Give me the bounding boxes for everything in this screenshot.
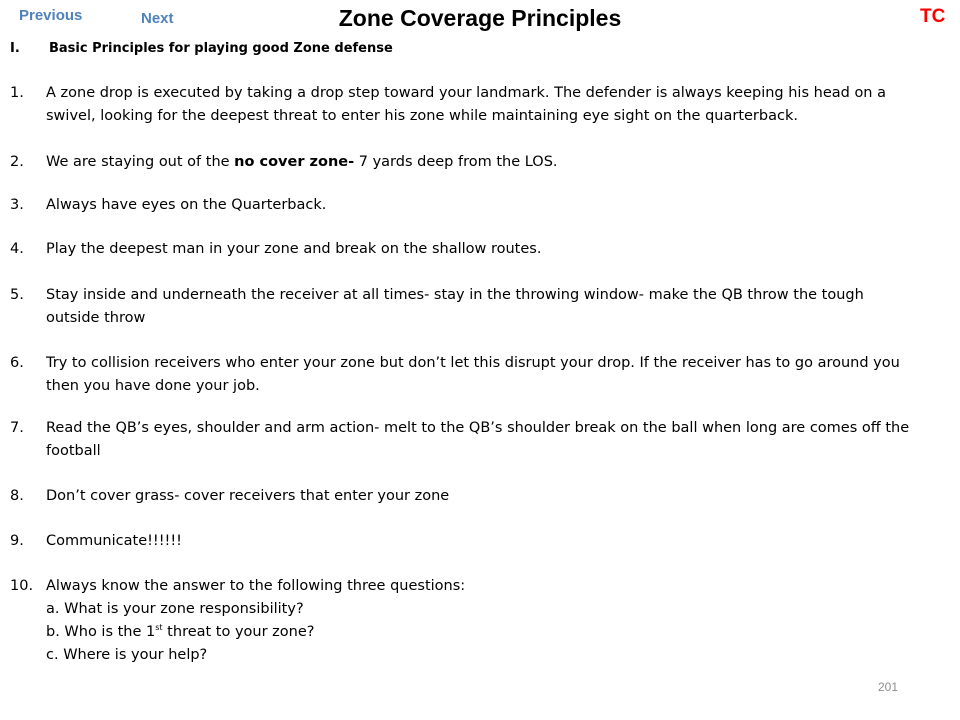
section-heading bbox=[10, 41, 393, 56]
item-text: Always have eyes on the Quarterback. bbox=[46, 197, 327, 213]
item-number: 2. bbox=[10, 154, 24, 170]
item-number: 9. bbox=[10, 533, 24, 549]
sub-item-b-superscript: st bbox=[155, 623, 163, 633]
list-item bbox=[10, 417, 950, 463]
item-text-pre: We are staying out of the bbox=[46, 154, 235, 170]
item-text: Don’t cover grass- cover receivers that enter your zone bbox=[46, 488, 450, 504]
sub-item-c: c. Where is your help? bbox=[46, 647, 208, 663]
list-item bbox=[10, 238, 950, 261]
item-text: Stay inside and underneath the receiver at all times- stay in the throwing window- make the QB throw the tough bbox=[46, 287, 864, 303]
item-text-bold: no cover zone- bbox=[234, 154, 355, 170]
list-item bbox=[10, 284, 950, 330]
item-number: 4. bbox=[10, 241, 24, 257]
page-title: Zone Coverage Principles bbox=[338, 5, 622, 31]
item-number: 6. bbox=[10, 355, 24, 371]
item-text bbox=[46, 151, 950, 174]
list-item bbox=[10, 575, 950, 667]
item-text: swivel, looking for the deepest threat to enter his zone while maintaining eye sight on the quarterback. bbox=[46, 108, 798, 124]
item-text: football bbox=[46, 443, 101, 459]
next-link[interactable]: Next bbox=[141, 10, 174, 27]
item-text: A zone drop is executed by taking a drop step toward your landmark. The defender is always keeping his head on a bbox=[46, 85, 886, 101]
list-item bbox=[10, 485, 950, 508]
item-text: outside throw bbox=[46, 310, 146, 326]
sub-item-b bbox=[46, 621, 950, 644]
sub-item-b-pre: b. Who is the 1 bbox=[46, 624, 156, 640]
item-number: 1. bbox=[10, 85, 24, 101]
previous-link[interactable]: Previous bbox=[19, 7, 83, 24]
item-number: 8. bbox=[10, 488, 24, 504]
item-number: 3. bbox=[10, 197, 24, 213]
list-item bbox=[10, 82, 950, 128]
list-item bbox=[10, 151, 950, 174]
item-text: Read the QB’s eyes, shoulder and arm action- melt to the QB’s shoulder break on the ball when long are comes off the bbox=[46, 420, 910, 436]
item-text-post: 7 yards deep from the LOS. bbox=[354, 154, 558, 170]
item-text: Always know the answer to the following three questions: bbox=[46, 578, 466, 594]
list-item bbox=[10, 530, 950, 553]
tc-link[interactable]: TC bbox=[920, 6, 946, 27]
item-number: 7. bbox=[10, 420, 24, 436]
section-numeral: I. bbox=[10, 41, 20, 56]
item-text: Play the deepest man in your zone and break on the shallow routes. bbox=[46, 241, 542, 257]
page-number: 201 bbox=[878, 680, 899, 694]
item-text: Try to collision receivers who enter your zone but don’t let this disrupt your drop. If the receiver has to go around you bbox=[46, 355, 900, 371]
list-item bbox=[10, 352, 950, 398]
item-text: then you have done your job. bbox=[46, 378, 260, 394]
sub-item-b-post: threat to your zone? bbox=[162, 624, 315, 640]
item-number: 5. bbox=[10, 287, 24, 303]
item-text: Communicate!!!!!! bbox=[46, 533, 182, 549]
section-heading-text: Basic Principles for playing good Zone defense bbox=[49, 41, 393, 56]
list-item bbox=[10, 194, 950, 217]
sub-item-a: a. What is your zone responsibility? bbox=[46, 601, 304, 617]
item-number: 10. bbox=[10, 578, 34, 594]
